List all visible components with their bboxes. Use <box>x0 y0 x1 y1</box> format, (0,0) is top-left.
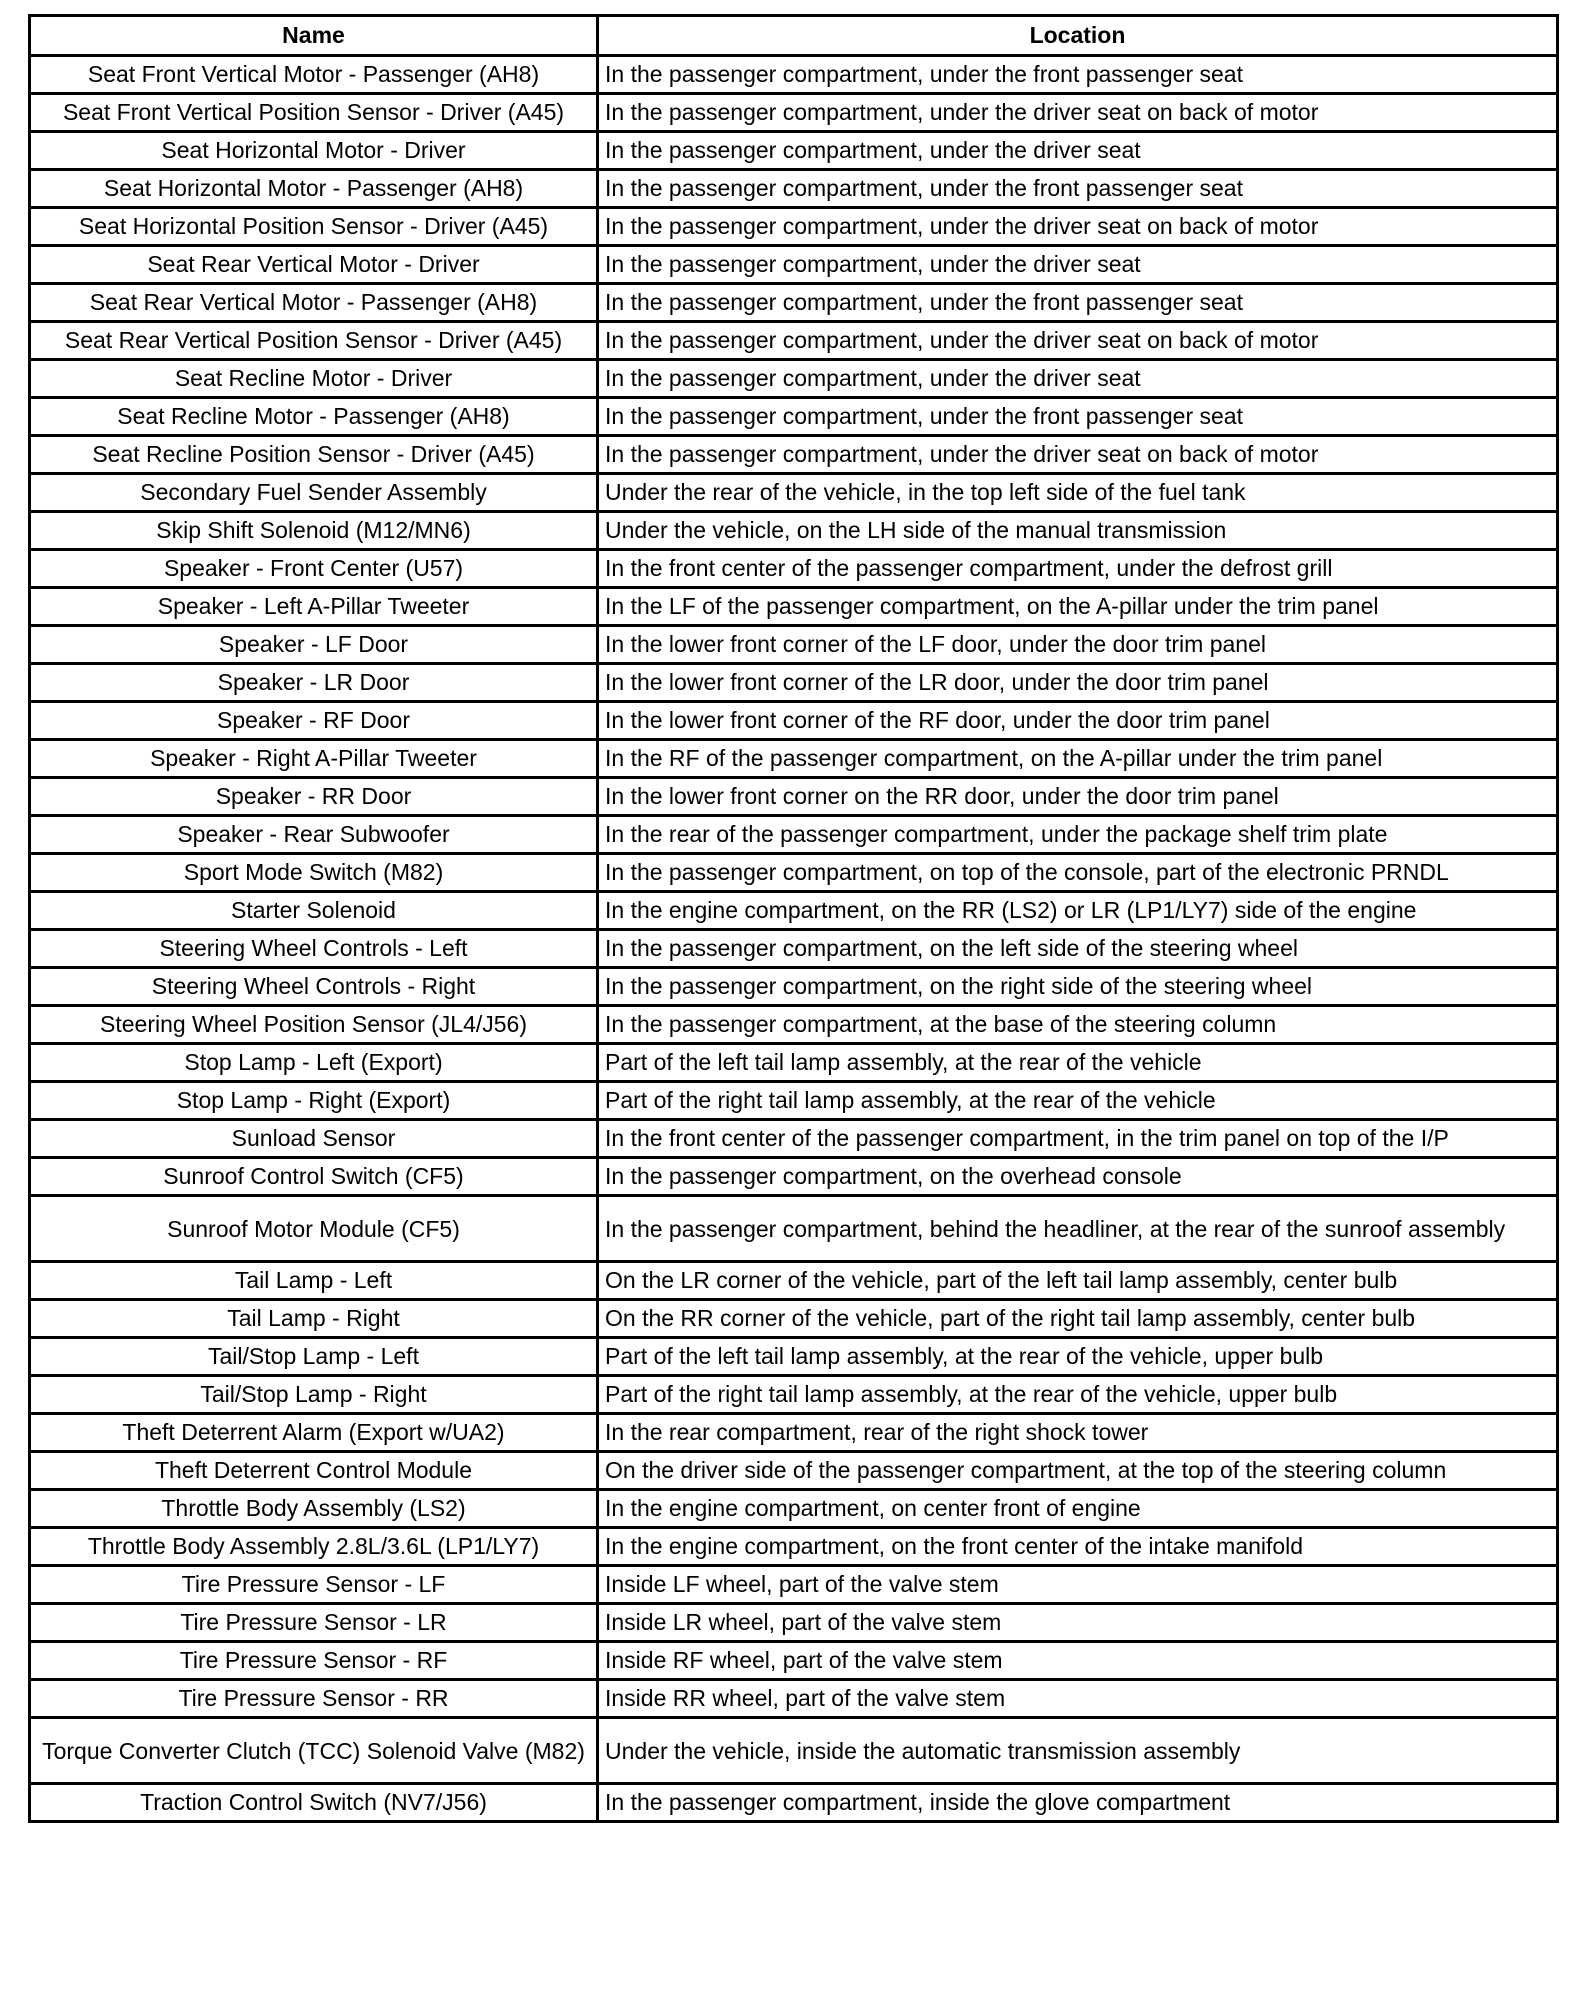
table-row <box>30 1452 1558 1490</box>
cell-name: Seat Recline Motor - Driver <box>30 360 598 398</box>
component-location-table-wrapper <box>28 14 1556 1823</box>
cell-location: In the passenger compartment, under the driver seat on back of motor <box>598 208 1558 246</box>
cell-name: Sport Mode Switch (M82) <box>30 854 598 892</box>
cell-name: Tire Pressure Sensor - LF <box>30 1566 598 1604</box>
cell-name: Seat Front Vertical Position Sensor - Driver (A45) <box>30 94 598 132</box>
table-row <box>30 1006 1558 1044</box>
cell-location: In the passenger compartment, under the driver seat on back of motor <box>598 436 1558 474</box>
cell-location: In the passenger compartment, inside the glove compartment <box>598 1784 1558 1822</box>
cell-name: Sunload Sensor <box>30 1120 598 1158</box>
cell-name: Sunroof Motor Module (CF5) <box>30 1196 598 1262</box>
table-body <box>30 56 1558 1822</box>
cell-location: Under the vehicle, inside the automatic transmission assembly <box>598 1718 1558 1784</box>
cell-name: Throttle Body Assembly 2.8L/3.6L (LP1/LY7) <box>30 1528 598 1566</box>
table-row <box>30 626 1558 664</box>
cell-name: Seat Rear Vertical Motor - Passenger (AH8) <box>30 284 598 322</box>
table-row <box>30 664 1558 702</box>
table-row <box>30 1120 1558 1158</box>
cell-location: In the passenger compartment, under the front passenger seat <box>598 170 1558 208</box>
table-row <box>30 398 1558 436</box>
cell-location: In the LF of the passenger compartment, on the A-pillar under the trim panel <box>598 588 1558 626</box>
cell-location: In the engine compartment, on the RR (LS2) or LR (LP1/LY7) side of the engine <box>598 892 1558 930</box>
cell-name: Speaker - LR Door <box>30 664 598 702</box>
cell-location: Inside RF wheel, part of the valve stem <box>598 1642 1558 1680</box>
table-row <box>30 1784 1558 1822</box>
table-row <box>30 1604 1558 1642</box>
cell-location: In the passenger compartment, under the driver seat <box>598 132 1558 170</box>
table-row <box>30 284 1558 322</box>
cell-location: Part of the left tail lamp assembly, at the rear of the vehicle <box>598 1044 1558 1082</box>
cell-name: Steering Wheel Controls - Right <box>30 968 598 1006</box>
cell-name: Speaker - Rear Subwoofer <box>30 816 598 854</box>
cell-name: Tire Pressure Sensor - LR <box>30 1604 598 1642</box>
table-row <box>30 1528 1558 1566</box>
table-row <box>30 132 1558 170</box>
table-row <box>30 1680 1558 1718</box>
table-row <box>30 968 1558 1006</box>
cell-location: Inside LR wheel, part of the valve stem <box>598 1604 1558 1642</box>
table-row <box>30 322 1558 360</box>
table-row <box>30 892 1558 930</box>
cell-name: Tire Pressure Sensor - RF <box>30 1642 598 1680</box>
table-row <box>30 436 1558 474</box>
cell-location: In the engine compartment, on the front center of the intake manifold <box>598 1528 1558 1566</box>
cell-location: On the LR corner of the vehicle, part of the left tail lamp assembly, center bulb <box>598 1262 1558 1300</box>
cell-location: In the passenger compartment, under the driver seat <box>598 246 1558 284</box>
table-row <box>30 1718 1558 1784</box>
cell-name: Steering Wheel Position Sensor (JL4/J56) <box>30 1006 598 1044</box>
cell-name: Speaker - Front Center (U57) <box>30 550 598 588</box>
table-row <box>30 588 1558 626</box>
cell-location: In the passenger compartment, under the front passenger seat <box>598 284 1558 322</box>
column-header-location: Location <box>598 16 1558 56</box>
cell-name: Seat Recline Motor - Passenger (AH8) <box>30 398 598 436</box>
cell-name: Speaker - RR Door <box>30 778 598 816</box>
cell-location: In the lower front corner of the RF door, under the door trim panel <box>598 702 1558 740</box>
cell-location: In the rear compartment, rear of the right shock tower <box>598 1414 1558 1452</box>
cell-name: Seat Rear Vertical Motor - Driver <box>30 246 598 284</box>
cell-name: Seat Rear Vertical Position Sensor - Driver (A45) <box>30 322 598 360</box>
cell-location: In the front center of the passenger compartment, in the trim panel on top of the I/P <box>598 1120 1558 1158</box>
table-row <box>30 170 1558 208</box>
cell-name: Tail Lamp - Right <box>30 1300 598 1338</box>
cell-location: Part of the right tail lamp assembly, at the rear of the vehicle, upper bulb <box>598 1376 1558 1414</box>
cell-name: Sunroof Control Switch (CF5) <box>30 1158 598 1196</box>
table-row <box>30 1044 1558 1082</box>
table-row <box>30 550 1558 588</box>
cell-location: In the passenger compartment, on the right side of the steering wheel <box>598 968 1558 1006</box>
cell-location: On the RR corner of the vehicle, part of the right tail lamp assembly, center bulb <box>598 1300 1558 1338</box>
cell-name: Traction Control Switch (NV7/J56) <box>30 1784 598 1822</box>
cell-name: Steering Wheel Controls - Left <box>30 930 598 968</box>
table-row <box>30 1196 1558 1262</box>
table-row <box>30 1082 1558 1120</box>
cell-name: Seat Front Vertical Motor - Passenger (AH8) <box>30 56 598 94</box>
table-row <box>30 1566 1558 1604</box>
cell-name: Seat Horizontal Position Sensor - Driver (A45) <box>30 208 598 246</box>
cell-location: In the passenger compartment, under the driver seat <box>598 360 1558 398</box>
cell-name: Seat Horizontal Motor - Driver <box>30 132 598 170</box>
table-row <box>30 360 1558 398</box>
cell-name: Tire Pressure Sensor - RR <box>30 1680 598 1718</box>
table-row <box>30 816 1558 854</box>
cell-location: In the passenger compartment, under the front passenger seat <box>598 398 1558 436</box>
cell-name: Skip Shift Solenoid (M12/MN6) <box>30 512 598 550</box>
table-row <box>30 512 1558 550</box>
cell-location: In the lower front corner on the RR door, under the door trim panel <box>598 778 1558 816</box>
table-row <box>30 246 1558 284</box>
table-row <box>30 778 1558 816</box>
table-row <box>30 1376 1558 1414</box>
cell-name: Seat Horizontal Motor - Passenger (AH8) <box>30 170 598 208</box>
cell-location: On the driver side of the passenger compartment, at the top of the steering column <box>598 1452 1558 1490</box>
cell-location: Under the vehicle, on the LH side of the manual transmission <box>598 512 1558 550</box>
cell-location: In the front center of the passenger compartment, under the defrost grill <box>598 550 1558 588</box>
table-row <box>30 1338 1558 1376</box>
component-location-table <box>28 14 1559 1823</box>
column-header-name: Name <box>30 16 598 56</box>
cell-location: Inside RR wheel, part of the valve stem <box>598 1680 1558 1718</box>
table-row <box>30 94 1558 132</box>
table-row <box>30 854 1558 892</box>
cell-name: Tail/Stop Lamp - Right <box>30 1376 598 1414</box>
cell-name: Speaker - Right A-Pillar Tweeter <box>30 740 598 778</box>
cell-name: Tail/Stop Lamp - Left <box>30 1338 598 1376</box>
cell-location: In the passenger compartment, under the front passenger seat <box>598 56 1558 94</box>
cell-name: Secondary Fuel Sender Assembly <box>30 474 598 512</box>
cell-location: In the passenger compartment, under the driver seat on back of motor <box>598 322 1558 360</box>
table-row <box>30 1300 1558 1338</box>
table-row <box>30 1414 1558 1452</box>
cell-name: Torque Converter Clutch (TCC) Solenoid Valve (M82) <box>30 1718 598 1784</box>
cell-location: In the passenger compartment, on top of the console, part of the electronic PRNDL <box>598 854 1558 892</box>
cell-name: Speaker - RF Door <box>30 702 598 740</box>
cell-location: In the RF of the passenger compartment, on the A-pillar under the trim panel <box>598 740 1558 778</box>
cell-location: Part of the right tail lamp assembly, at the rear of the vehicle <box>598 1082 1558 1120</box>
cell-location: Inside LF wheel, part of the valve stem <box>598 1566 1558 1604</box>
cell-location: In the passenger compartment, under the driver seat on back of motor <box>598 94 1558 132</box>
table-row <box>30 474 1558 512</box>
cell-name: Speaker - Left A-Pillar Tweeter <box>30 588 598 626</box>
table-row <box>30 930 1558 968</box>
cell-location: In the rear of the passenger compartment, under the package shelf trim plate <box>598 816 1558 854</box>
header-row <box>30 16 1558 56</box>
cell-name: Stop Lamp - Left (Export) <box>30 1044 598 1082</box>
cell-location: In the passenger compartment, at the base of the steering column <box>598 1006 1558 1044</box>
cell-name: Stop Lamp - Right (Export) <box>30 1082 598 1120</box>
cell-location: In the passenger compartment, behind the headliner, at the rear of the sunroof assembly <box>598 1196 1558 1262</box>
table-row <box>30 1490 1558 1528</box>
table-row <box>30 740 1558 778</box>
cell-name: Speaker - LF Door <box>30 626 598 664</box>
cell-location: Under the rear of the vehicle, in the top left side of the fuel tank <box>598 474 1558 512</box>
cell-name: Theft Deterrent Control Module <box>30 1452 598 1490</box>
cell-name: Throttle Body Assembly (LS2) <box>30 1490 598 1528</box>
cell-name: Seat Recline Position Sensor - Driver (A45) <box>30 436 598 474</box>
table-row <box>30 702 1558 740</box>
cell-location: In the engine compartment, on center front of engine <box>598 1490 1558 1528</box>
table-row <box>30 1158 1558 1196</box>
cell-location: In the lower front corner of the LF door, under the door trim panel <box>598 626 1558 664</box>
table-row <box>30 208 1558 246</box>
cell-location: In the passenger compartment, on the overhead console <box>598 1158 1558 1196</box>
cell-name: Theft Deterrent Alarm (Export w/UA2) <box>30 1414 598 1452</box>
cell-location: In the passenger compartment, on the left side of the steering wheel <box>598 930 1558 968</box>
cell-name: Starter Solenoid <box>30 892 598 930</box>
cell-location: Part of the left tail lamp assembly, at the rear of the vehicle, upper bulb <box>598 1338 1558 1376</box>
cell-location: In the lower front corner of the LR door, under the door trim panel <box>598 664 1558 702</box>
table-row <box>30 56 1558 94</box>
table-row <box>30 1262 1558 1300</box>
table-row <box>30 1642 1558 1680</box>
cell-name: Tail Lamp - Left <box>30 1262 598 1300</box>
